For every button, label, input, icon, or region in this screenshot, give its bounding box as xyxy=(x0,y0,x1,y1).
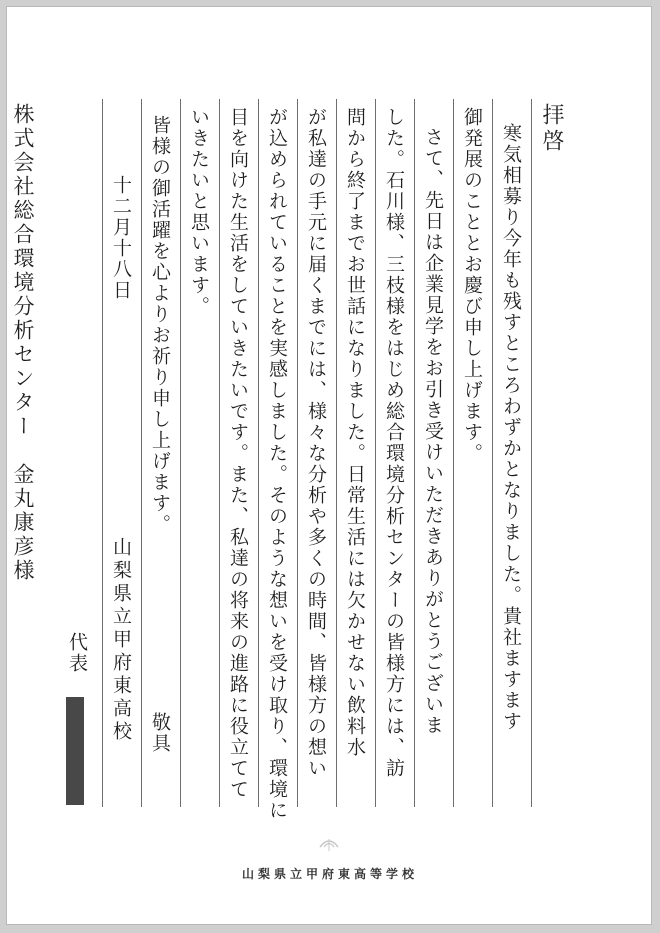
sender-school: 山梨県立甲府東高校 xyxy=(110,537,132,744)
letter-recipient: 株式会社総合環境分析センター 金丸康彦様 xyxy=(11,103,35,583)
redacted-signature xyxy=(66,697,84,805)
rule-line xyxy=(297,99,298,807)
letter-line: が私達の手元に届くまでには、様々な分析や多くの時間、皆様方の想い xyxy=(305,107,327,779)
letter-line: さて、先日は企業見学をお引き受けいただきありがとうございま xyxy=(422,127,444,736)
school-seal-icon xyxy=(317,833,341,855)
rule-line xyxy=(258,99,259,807)
letter-line: した。石川様、三枝様をはじめ総合環境分析センターの皆様方には、訪 xyxy=(383,107,405,779)
letter-page xyxy=(6,6,652,925)
letter-date: 十二月十八日 xyxy=(110,175,132,301)
letter-line: 御発展のこととお慶び申し上げます。 xyxy=(461,107,483,464)
letter-closing: 敬具 xyxy=(149,712,171,754)
rule-line xyxy=(141,99,142,807)
representative-label: 代表 xyxy=(66,632,88,674)
rule-line xyxy=(414,99,415,807)
letterhead-footer: 山梨県立甲府東高等学校 xyxy=(241,867,418,881)
letter-greeting: 拝啓 xyxy=(539,103,564,155)
rule-line xyxy=(453,99,454,807)
letter-line: 目を向けた生活をしていきたいです。また、私達の将来の進路に役立てて xyxy=(227,107,249,800)
letter-line: が込められていることを実感しました。そのような想いを受け取り、環境に xyxy=(266,107,288,821)
rule-line xyxy=(336,99,337,807)
rule-line xyxy=(375,99,376,807)
letter-line: 皆様の御活躍を心よりお祈り申し上げます。 xyxy=(149,115,171,535)
rule-line xyxy=(492,99,493,807)
letter-line: いきたいと思います。 xyxy=(188,107,210,317)
rule-line xyxy=(219,99,220,807)
rule-line xyxy=(180,99,181,807)
rule-line xyxy=(102,99,103,807)
rule-line xyxy=(531,99,532,807)
letter-line: 問から終了までお世話になりました。日常生活には欠かせない飲料水 xyxy=(344,107,366,758)
letter-line: 寒気相募り今年も残すところわずかとなりました。貴社ますます xyxy=(500,123,522,732)
